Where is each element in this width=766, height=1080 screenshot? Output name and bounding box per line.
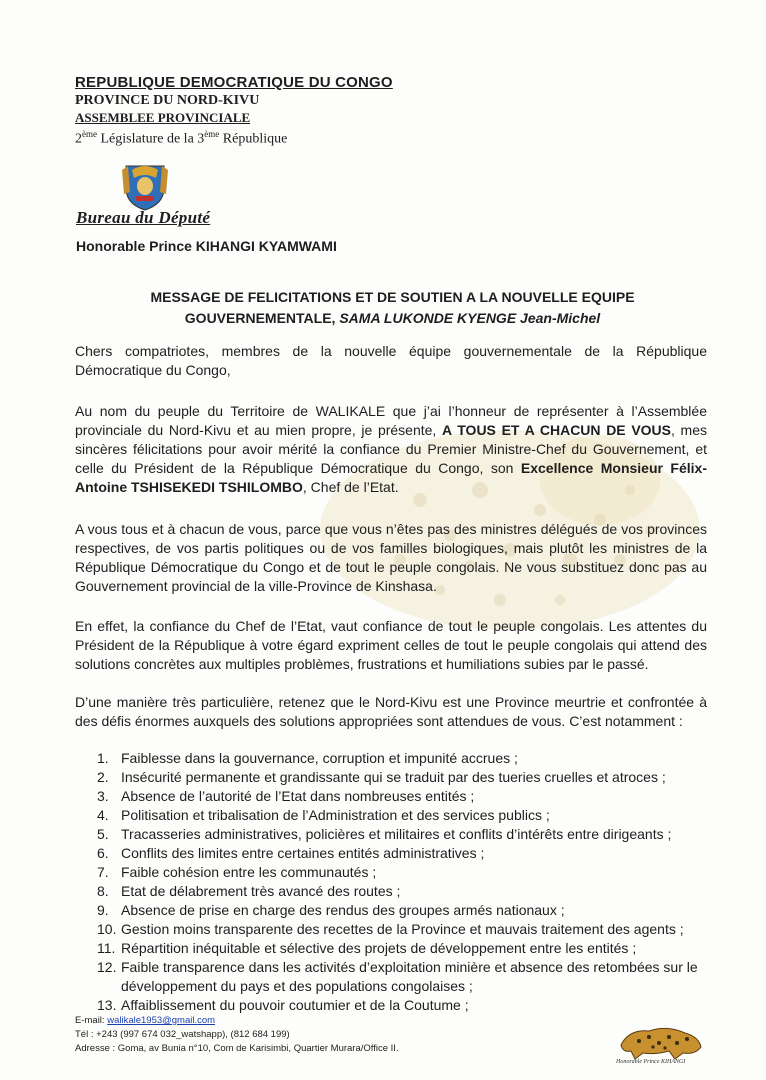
- footer-contact: [75, 1014, 399, 1056]
- p2-part-e: , Chef de l’Etat.: [302, 479, 399, 495]
- leopard-stamp-icon: [615, 1015, 705, 1065]
- sender-name: Honorable Prince KIHANGI KYAMWAMI: [76, 238, 337, 254]
- list-item: 10. Gestion moins transparente des recettes de la Province et mauvais traitement des agents ;: [97, 921, 684, 937]
- bureau-heading: Bureau du Député: [76, 208, 211, 227]
- assembly-name: ASSEMBLEE PROVINCIALE: [75, 110, 251, 125]
- coat-of-arms-icon: [118, 160, 172, 212]
- paragraph-challenges: D’une manière très particulière, retenez que le Nord-Kivu est une Province meurtrie et confrontée à des défis énormes auxquels des solutions appropriées sont attendues de vous. C’est notamment :: [75, 694, 707, 729]
- footer-email-line: [75, 1014, 399, 1028]
- list-item: 9. Absence de prise en charge des rendus des groupes armés nationaux ;: [97, 902, 565, 918]
- email-link[interactable]: walikale1953@gmail.com: [107, 1015, 216, 1026]
- legislature-part-c: République: [219, 131, 288, 147]
- province-name: PROVINCE DU NORD-KIVU: [75, 93, 260, 108]
- list-item: 4. Politisation et tribalisation de l’Administration et des services publics ;: [97, 807, 550, 823]
- list-item: 6. Conflits des limites entre certaines entités administratives ;: [97, 845, 485, 861]
- p2-part-a: Au nom du peuple du Territoire de WALIKALE que j’ai l’honneur de représenter à l’Assemblée provinciale du Nord-Kivu et au mien propre, je présente,: [75, 403, 707, 438]
- email-label: E-mail:: [75, 1015, 108, 1026]
- letterhead: [75, 74, 393, 148]
- footer-address: Adresse : Goma, av Bunia n°10, Com de Karisimbi, Quartier Murara/Office II.: [75, 1043, 399, 1054]
- paragraph-greeting: Chers compatriotes, membres de la nouvelle équipe gouvernementale de la République Démocratique du Congo,: [75, 343, 707, 378]
- challenges-list: [75, 749, 715, 1015]
- legislature-line: [75, 129, 393, 148]
- stamp-caption: Honorable Prince KIHANGI: [616, 1059, 686, 1065]
- list-item: 13. Affaiblissement du pouvoir coutumier et de la Coutume ;: [97, 997, 469, 1013]
- p2-part-c: , mes sincères félicitations pour avoir mérité la confiance du Premier Ministre-Chef du Gouvernement, et celle du Président de la République Démocratique du Congo, son: [75, 422, 708, 476]
- list-item: 8. Etat de délabrement très avancé des routes ;: [97, 883, 401, 899]
- paragraph-confidence: En effet, la confiance du Chef de l’Etat, vaut confiance de tout le peuple congolais. Les attentes du Président de la République à votre égard expriment celles de tout le peuple congolais qui attend des solutions concrètes aux multiples problèmes, frustrations et humiliations subies par le passé.: [75, 618, 707, 672]
- footer-phone: Tél : +243 (997 674 032_watshapp), (812 684 199): [75, 1029, 290, 1040]
- paragraph-ministers: A vous tous et à chacun de vous, parce que vous n’êtes pas des ministres délégués de vos provinces respectives, de vos partis politiques ou de vos familles biologiques, mais plutôt les ministres de la République Démocratique du Congo et de tout le peuple congolais. Ne vous substituez donc pas au Gouvernement provincial de la ville-Province de Kinshasa.: [75, 521, 707, 594]
- legislature-part-b: Législature de la 3: [97, 131, 205, 147]
- list-item: 5. Tracasseries administratives, policières et militaires et conflits d’intérêts entre dirigeants ;: [97, 826, 672, 842]
- list-item: 1. Faiblesse dans la gouvernance, corruption et impunité accrues ;: [97, 750, 518, 766]
- legislature-sup-2: ème: [204, 129, 220, 139]
- title-line-2-plain: GOUVERNEMENTALE,: [184, 310, 340, 326]
- title-line-1: MESSAGE DE FELICITATIONS ET DE SOUTIEN A LA NOUVELLE EQUIPE: [150, 289, 635, 305]
- list-item: 7. Faible cohésion entre les communautés ;: [97, 864, 377, 880]
- paragraph-congratulations: [75, 402, 707, 497]
- list-item: 2. Insécurité permanente et grandissante qui se traduit par des tueries cruelles et atroces ;: [97, 769, 666, 785]
- title-line-2: [80, 308, 705, 329]
- country-name: REPUBLIQUE DEMOCRATIQUE DU CONGO: [75, 74, 393, 91]
- p2-part-d: Excellence Monsieur Félix-Antoine TSHISEKEDI TSHILOMBO: [75, 460, 707, 495]
- list-item: 3. Absence de l’autorité de l’Etat dans nombreuses entités ;: [97, 788, 475, 804]
- title-line-2-italic: SAMA LUKONDE KYENGE Jean-Michel: [339, 310, 601, 326]
- legislature-part-a: 2: [75, 131, 82, 147]
- legislature-sup-1: ème: [82, 129, 97, 139]
- letter-title: [80, 287, 705, 329]
- list-item: 12. Faible transparence dans les activités d’exploitation minière et absence des retombées sur le développement du pays et des populations congolaises ;: [97, 959, 698, 994]
- list-item: 11. Répartition inéquitable et sélective des projets de développement entre les entités ;: [97, 940, 637, 956]
- p2-part-b: A TOUS ET A CHACUN DE VOUS: [442, 422, 671, 438]
